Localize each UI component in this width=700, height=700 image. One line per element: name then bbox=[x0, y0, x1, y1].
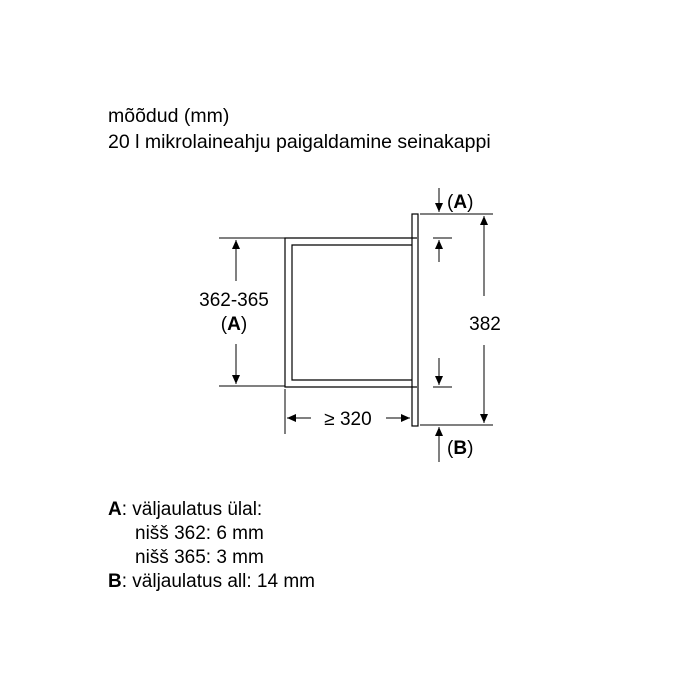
legend-a-key: A bbox=[108, 499, 122, 520]
legend-a-line2: nišš 362: 6 mm bbox=[135, 523, 264, 544]
legend-a-text: : väljaulatus ülal: bbox=[121, 499, 263, 520]
niche-height-ref: (A) bbox=[220, 314, 248, 335]
top-offset-label: (A) bbox=[447, 192, 474, 213]
legend-a bbox=[108, 498, 315, 522]
diagram-title-units: mõõdud (mm) bbox=[108, 105, 230, 127]
bottom-offset-key: B bbox=[453, 438, 468, 459]
total-height-value: 382 bbox=[469, 314, 501, 335]
diagram-title-description: 20 l mikrolaineahju paigaldamine seinakappi bbox=[108, 131, 491, 153]
legend-b-text: : väljaulatus all: 14 mm bbox=[121, 571, 315, 592]
top-offset-key: A bbox=[453, 192, 468, 213]
legend-a-line3: nišš 365: 3 mm bbox=[135, 547, 264, 568]
legend-b bbox=[108, 570, 315, 594]
depth-value: ≥ 320 bbox=[324, 409, 372, 430]
microwave-front-panel bbox=[412, 214, 418, 426]
legend bbox=[108, 498, 315, 594]
niche-height-ref-key: A bbox=[227, 314, 241, 335]
bottom-offset-label: (B) bbox=[447, 438, 474, 459]
legend-b-key: B bbox=[108, 571, 122, 592]
niche-height-dimension bbox=[219, 238, 285, 386]
cabinet-niche-outline bbox=[285, 238, 417, 387]
niche-height-value: 362-365 bbox=[199, 290, 269, 311]
